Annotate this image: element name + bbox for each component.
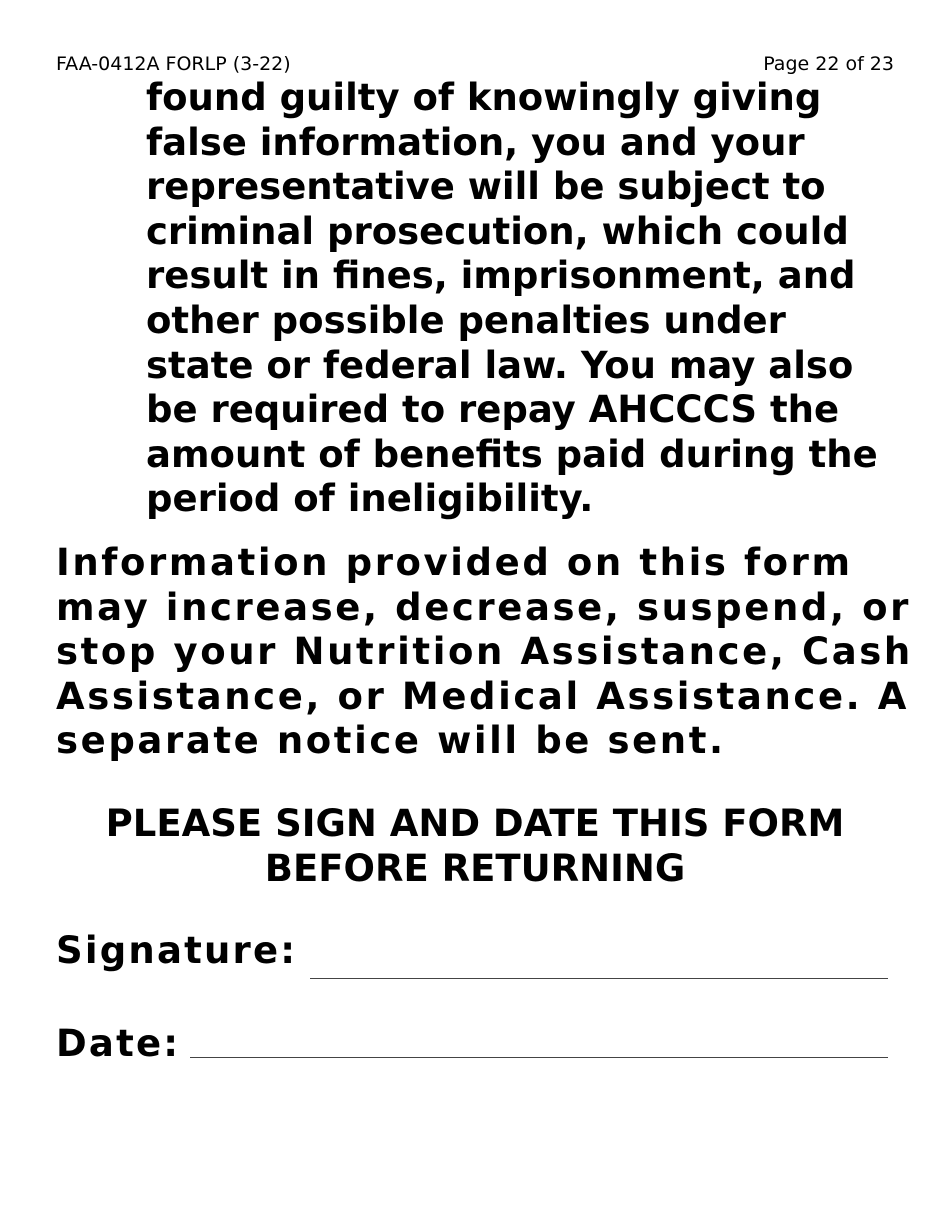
signature-field-line[interactable] [310, 978, 888, 979]
benefits-notice-text: Information provided on this form may increase, decrease, suspend, or stop your Nutrition Assistance, Cash Assistance, or Medical Assistance. A separate notice will be sent. [56, 541, 913, 763]
form-id: FAA-0412A FORLP (3-22) [56, 53, 291, 75]
penalty-warning-text: found guilty of knowingly giving false information, you and your representative will be subject to criminal prosecution, which could result in fines, imprisonment, and other possible penalties under state or federal law. You may also be required to repay AHCCCS the amount of benefits paid during the period of ineligibility. [146, 76, 878, 521]
sign-instruction-line-2: BEFORE RETURNING [264, 846, 686, 890]
page-number: Page 22 of 23 [763, 53, 894, 75]
sign-instruction-line-1: PLEASE SIGN AND DATE THIS FORM [105, 802, 845, 845]
date-label: Date: [56, 1022, 181, 1065]
date-field-line[interactable] [190, 1057, 888, 1058]
sign-instruction [56, 802, 894, 891]
signature-label: Signature: [56, 929, 298, 972]
